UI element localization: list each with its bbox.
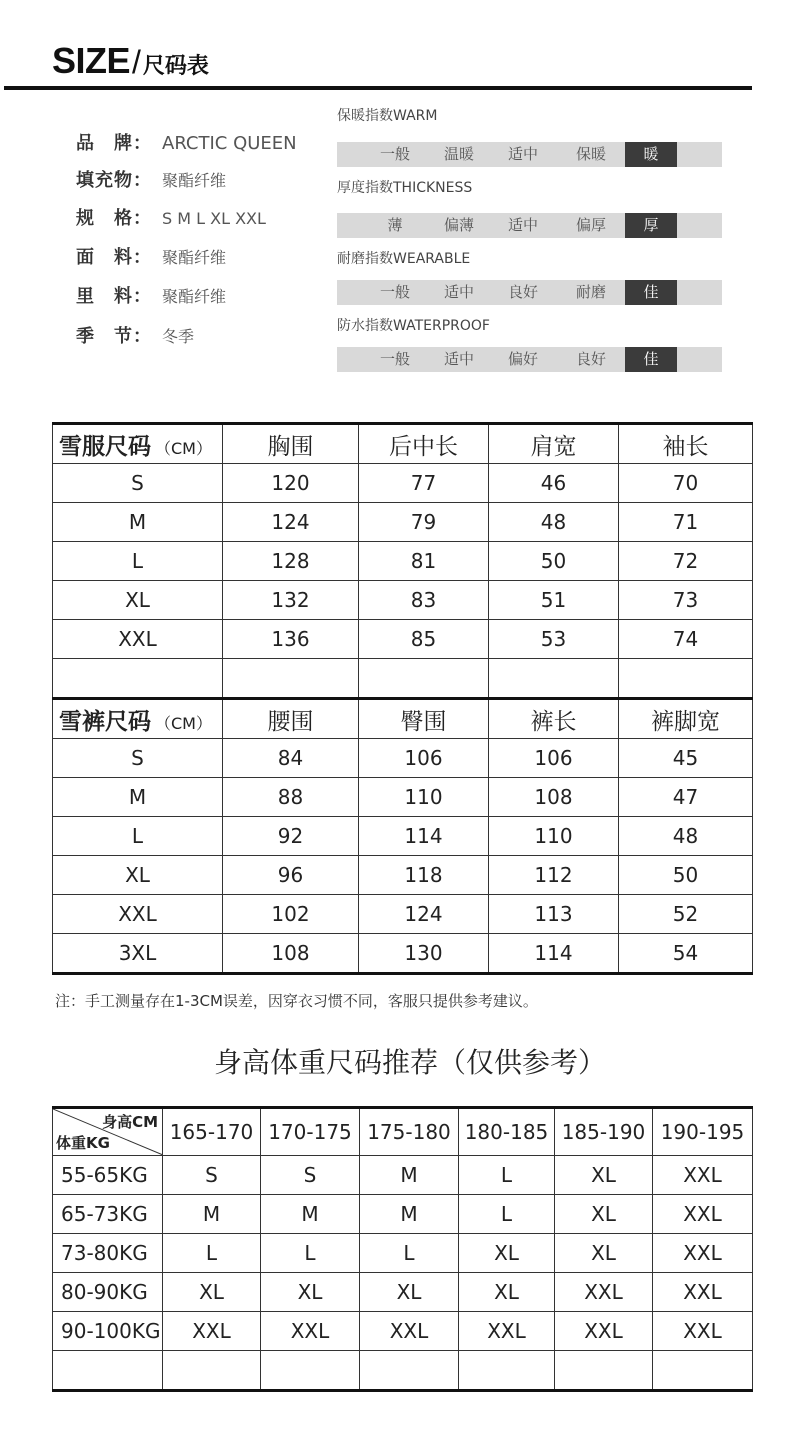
table-row xyxy=(53,895,753,934)
size-cell: XXL xyxy=(653,1273,753,1312)
size-cell: XL xyxy=(555,1234,653,1273)
table-cell: 48 xyxy=(619,817,753,856)
table-cell: 102 xyxy=(223,895,359,934)
table-cell: 132 xyxy=(223,581,359,620)
table-row xyxy=(53,620,753,659)
table-cell xyxy=(223,659,359,699)
table-cell: 51 xyxy=(489,581,619,620)
table-cell: 73 xyxy=(619,581,753,620)
table-cell: 83 xyxy=(359,581,489,620)
size-cell: L xyxy=(163,1234,261,1273)
index-option-selected: 佳 xyxy=(625,347,677,372)
table-cell: 84 xyxy=(223,739,359,778)
table-cell: 50 xyxy=(489,542,619,581)
title-slash: / xyxy=(132,44,141,80)
index-option: 偏厚 xyxy=(575,216,606,234)
weight-label: 65-73KG xyxy=(53,1195,163,1234)
table-row xyxy=(53,1156,753,1195)
height-header: 180-185 xyxy=(459,1108,555,1156)
table-cell: 53 xyxy=(489,620,619,659)
table-row-empty xyxy=(53,1351,753,1391)
column-header: 腰围 xyxy=(223,699,359,739)
table-row xyxy=(53,739,753,778)
info-label: 填充物： xyxy=(76,170,152,191)
jacket-header-row xyxy=(53,424,753,464)
table-cell: 128 xyxy=(223,542,359,581)
table-cell: 110 xyxy=(489,817,619,856)
table-cell: 72 xyxy=(619,542,753,581)
height-header: 170-175 xyxy=(261,1108,360,1156)
info-row xyxy=(76,132,297,156)
size-cell: XL xyxy=(163,1273,261,1312)
info-row xyxy=(76,207,266,231)
table-cell: 106 xyxy=(489,739,619,778)
size-cell: M xyxy=(163,1195,261,1234)
size-cell xyxy=(459,1351,555,1391)
height-header: 185-190 xyxy=(555,1108,653,1156)
table-cell: 92 xyxy=(223,817,359,856)
waterproof-index-bar xyxy=(337,347,722,372)
size-cell xyxy=(360,1351,459,1391)
pants-title-text: 雪裤尺码 xyxy=(59,708,151,735)
table-cell: 79 xyxy=(359,503,489,542)
table-cell: 124 xyxy=(359,895,489,934)
size-cell: XL xyxy=(459,1234,555,1273)
table-cell: 112 xyxy=(489,856,619,895)
table-cell: 88 xyxy=(223,778,359,817)
size-cell: M xyxy=(53,778,223,817)
wearable-index-title: 耐磨指数WEARABLE xyxy=(337,251,471,267)
column-header: 后中长 xyxy=(359,424,489,464)
table-cell: 110 xyxy=(359,778,489,817)
size-cell: M xyxy=(360,1156,459,1195)
table-cell: 96 xyxy=(223,856,359,895)
wearable-index-bar xyxy=(337,280,722,305)
index-option: 偏薄 xyxy=(443,216,474,234)
height-header: 190-195 xyxy=(653,1108,753,1156)
size-cell: L xyxy=(459,1195,555,1234)
table-cell: 108 xyxy=(223,934,359,974)
index-option: 适中 xyxy=(507,216,538,234)
size-cell: S xyxy=(53,739,223,778)
size-cell: L xyxy=(360,1234,459,1273)
size-cell: XL xyxy=(53,856,223,895)
size-cell xyxy=(261,1351,360,1391)
table-row xyxy=(53,1195,753,1234)
warm-index-bar xyxy=(337,142,722,167)
table-cell: 108 xyxy=(489,778,619,817)
table-cell: 120 xyxy=(223,464,359,503)
table-cell: 50 xyxy=(619,856,753,895)
table-row xyxy=(53,503,753,542)
table-row xyxy=(53,856,753,895)
size-cell: XXL xyxy=(653,1234,753,1273)
index-option: 耐磨 xyxy=(575,283,606,301)
table-cell: 114 xyxy=(489,934,619,974)
size-cell: M xyxy=(53,503,223,542)
size-cell xyxy=(653,1351,753,1391)
info-value: 冬季 xyxy=(162,327,195,346)
jacket-table-title xyxy=(53,424,223,464)
index-option-selected: 佳 xyxy=(625,280,677,305)
column-header: 裤脚宽 xyxy=(619,699,753,739)
measurement-note: 注：手工测量存在1-3CM误差，因穿衣习惯不同，客服只提供参考建议。 xyxy=(55,992,538,1010)
size-cell: XL xyxy=(360,1273,459,1312)
column-header: 胸围 xyxy=(223,424,359,464)
index-option: 一般 xyxy=(379,145,410,163)
index-option: 一般 xyxy=(379,350,410,368)
size-cell: L xyxy=(459,1156,555,1195)
info-value: 聚酯纤维 xyxy=(162,171,227,190)
weight-label xyxy=(53,1351,163,1391)
thickness-index-title: 厚度指数THICKNESS xyxy=(337,180,473,196)
size-cell: XXL xyxy=(653,1195,753,1234)
info-value: 聚酯纤维 xyxy=(162,248,227,267)
size-cell: XXL xyxy=(163,1312,261,1351)
table-cell: 113 xyxy=(489,895,619,934)
info-label: 面 料： xyxy=(76,247,152,268)
table-row xyxy=(53,778,753,817)
height-header: 165-170 xyxy=(163,1108,261,1156)
info-label: 季 节： xyxy=(76,326,152,347)
table-cell xyxy=(489,659,619,699)
info-value: S M L XL XXL xyxy=(162,209,266,228)
size-cell xyxy=(163,1351,261,1391)
info-row xyxy=(76,325,194,349)
recommend-title: 身高体重尺码推荐（仅供参考） xyxy=(213,1046,606,1079)
size-cell: XXL xyxy=(53,895,223,934)
unit-label: （CM） xyxy=(155,713,212,733)
table-cell: 74 xyxy=(619,620,753,659)
size-cell: XXL xyxy=(459,1312,555,1351)
info-value: ARCTIC QUEEN xyxy=(162,133,297,154)
height-axis-label: 身高CM xyxy=(102,1113,158,1131)
table-cell xyxy=(359,659,489,699)
index-option: 适中 xyxy=(443,283,474,301)
table-row xyxy=(53,1312,753,1351)
height-header: 175-180 xyxy=(360,1108,459,1156)
recommend-table xyxy=(52,1106,753,1392)
table-cell: 130 xyxy=(359,934,489,974)
table-cell: 77 xyxy=(359,464,489,503)
weight-label: 73-80KG xyxy=(53,1234,163,1273)
index-option: 适中 xyxy=(443,350,474,368)
size-cell: M xyxy=(360,1195,459,1234)
index-option: 适中 xyxy=(507,145,538,163)
index-option-selected: 厚 xyxy=(625,213,677,238)
table-row xyxy=(53,464,753,503)
column-header: 袖长 xyxy=(619,424,753,464)
weight-label: 90-100KG xyxy=(53,1312,163,1351)
size-cell: 3XL xyxy=(53,934,223,974)
table-cell xyxy=(619,659,753,699)
table-cell: 46 xyxy=(489,464,619,503)
waterproof-index-title: 防水指数WATERPROOF xyxy=(337,318,490,334)
table-cell: 124 xyxy=(223,503,359,542)
size-cell: XL xyxy=(555,1156,653,1195)
warm-index-title: 保暖指数WARM xyxy=(337,108,438,124)
pants-header-row xyxy=(53,699,753,739)
table-cell: 85 xyxy=(359,620,489,659)
table-cell: 54 xyxy=(619,934,753,974)
info-row xyxy=(76,169,226,193)
table-cell: 136 xyxy=(223,620,359,659)
table-cell: 114 xyxy=(359,817,489,856)
table-cell xyxy=(53,659,223,699)
table-cell: 71 xyxy=(619,503,753,542)
jacket-title-text: 雪服尺码 xyxy=(59,433,151,460)
size-cell: S xyxy=(163,1156,261,1195)
size-cell: XL xyxy=(261,1273,360,1312)
size-cell: XXL xyxy=(653,1156,753,1195)
table-row xyxy=(53,542,753,581)
size-cell: XXL xyxy=(555,1273,653,1312)
table-cell: 81 xyxy=(359,542,489,581)
recommend-header-row xyxy=(53,1108,753,1156)
size-cell: XXL xyxy=(53,620,223,659)
weight-axis-label: 体重KG xyxy=(56,1134,110,1152)
page-header xyxy=(52,40,209,80)
column-header: 臀围 xyxy=(359,699,489,739)
size-cell: XXL xyxy=(555,1312,653,1351)
table-cell: 106 xyxy=(359,739,489,778)
table-row xyxy=(53,817,753,856)
column-header: 肩宽 xyxy=(489,424,619,464)
column-header: 裤长 xyxy=(489,699,619,739)
index-option: 保暖 xyxy=(575,145,606,163)
size-title: SIZE xyxy=(52,40,131,81)
size-cell: S xyxy=(261,1156,360,1195)
table-cell: 118 xyxy=(359,856,489,895)
info-value: 聚酯纤维 xyxy=(162,287,227,306)
size-cell: L xyxy=(261,1234,360,1273)
weight-label: 80-90KG xyxy=(53,1273,163,1312)
size-cell: XXL xyxy=(653,1312,753,1351)
pants-table-title xyxy=(53,699,223,739)
index-option: 温暖 xyxy=(443,145,474,163)
info-row xyxy=(76,285,226,309)
size-cell: L xyxy=(53,817,223,856)
table-cell: 48 xyxy=(489,503,619,542)
table-row xyxy=(53,581,753,620)
table-cell: 70 xyxy=(619,464,753,503)
size-chart-title-cn: 尺码表 xyxy=(142,54,209,79)
index-option: 一般 xyxy=(379,283,410,301)
info-label: 里 料： xyxy=(76,286,152,307)
index-option-selected: 暖 xyxy=(625,142,677,167)
size-cell: XL xyxy=(53,581,223,620)
size-cell: XXL xyxy=(261,1312,360,1351)
info-label: 品 牌： xyxy=(76,133,152,154)
size-table xyxy=(52,422,753,975)
size-cell: XL xyxy=(459,1273,555,1312)
index-option: 良好 xyxy=(507,283,538,301)
index-option: 薄 xyxy=(387,216,403,234)
table-row xyxy=(53,1234,753,1273)
table-cell: 47 xyxy=(619,778,753,817)
info-row xyxy=(76,246,226,270)
thickness-index-bar xyxy=(337,213,722,238)
size-cell: S xyxy=(53,464,223,503)
table-row-empty xyxy=(53,659,753,699)
info-label: 规 格： xyxy=(76,208,152,229)
table-cell: 52 xyxy=(619,895,753,934)
size-cell: XL xyxy=(555,1195,653,1234)
corner-cell xyxy=(53,1108,163,1156)
index-option: 偏好 xyxy=(507,350,538,368)
unit-label: （CM） xyxy=(155,438,212,458)
weight-label: 55-65KG xyxy=(53,1156,163,1195)
size-cell: L xyxy=(53,542,223,581)
table-row xyxy=(53,934,753,974)
table-cell: 45 xyxy=(619,739,753,778)
table-row xyxy=(53,1273,753,1312)
size-cell xyxy=(555,1351,653,1391)
size-cell: M xyxy=(261,1195,360,1234)
header-divider xyxy=(4,86,752,90)
index-option: 良好 xyxy=(575,350,606,368)
size-cell: XXL xyxy=(360,1312,459,1351)
